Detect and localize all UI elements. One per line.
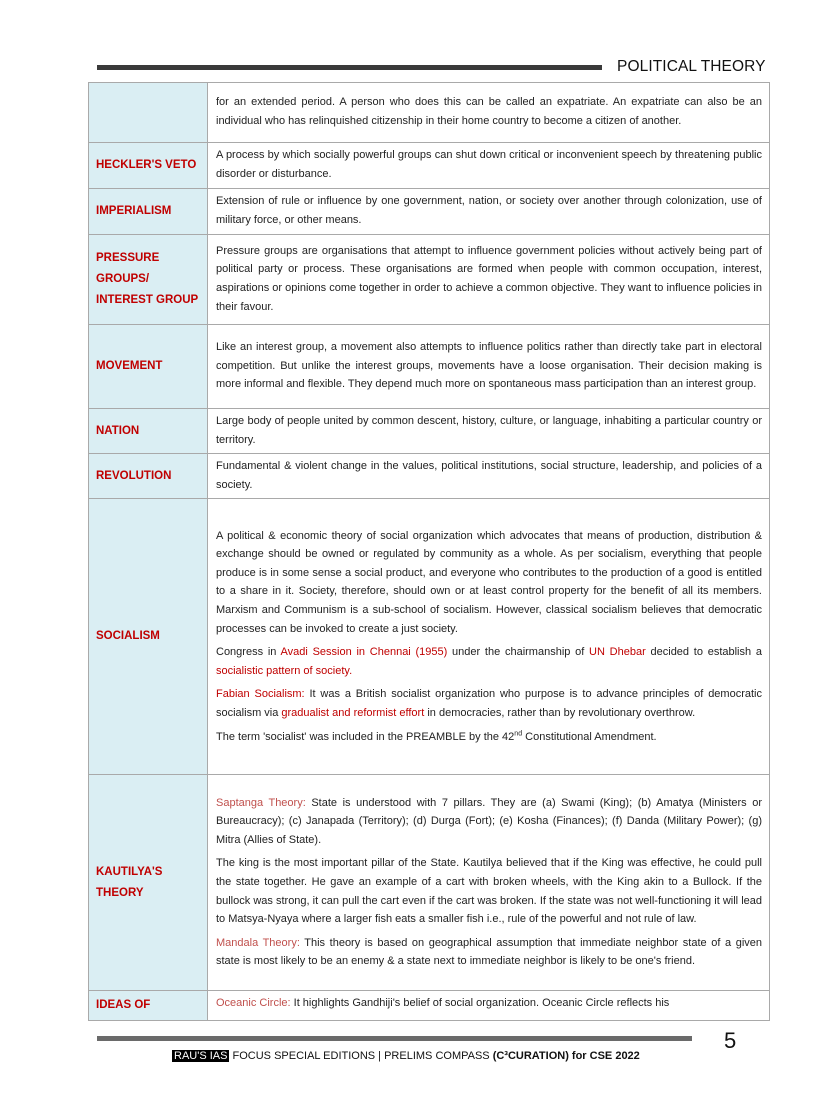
text-run: Pressure groups are organisations that attempt to influence government policies without actively being part of political party or process. These organisations are formed when people with common occupation, interest, aspirations or opinions come together in order to achieve a common objective. They want to influence policies in their favour.	[216, 244, 762, 313]
highlighted-text: socialistic pattern of society.	[216, 664, 353, 677]
definition-paragraph	[216, 728, 762, 747]
footer-brand: RAU'S IAS	[174, 1050, 228, 1062]
highlighted-text: gradualist and reformist effort	[281, 706, 425, 719]
text-run: A political & economic theory of social organization which advocates that means of production, distribution & exchange should be owned or regulated by community as a whole. As per socialism, everything that people produce is in some sense a social product, and everyone who contributes to the production of a good is entitled to a share in it. Society, therefore, should own or at least control property for the benefit of all its members. Marxism and Communism is a sub-school of socialism. However, classical socialism believes that democratic processes can be invoked to create a just society.	[216, 529, 762, 635]
text-run: Like an interest group, a movement also attempts to influence politics rather than directly take part in electoral competition. But unlike the interest groups, movements have a loose organisation. Their decision making is more informal and flexible. They depend much more on spontaneous mass participation than an interest group.	[216, 341, 762, 391]
text-run: A process by which socially powerful groups can shut down critical or inconvenient speech by threatening public disorder or disturbance.	[216, 149, 762, 180]
glossary-table	[88, 82, 770, 1021]
glossary-definition	[208, 991, 770, 1021]
text-run: Extension of rule or influence by one government, nation, or society over another through colonization, use of military force, or other means.	[216, 195, 762, 226]
definition-paragraph	[216, 192, 762, 229]
glossary-term: IDEAS OF	[89, 991, 208, 1021]
glossary-term: SOCIALISM	[89, 499, 208, 775]
glossary-term: KAUTILYA'S THEORY	[89, 775, 208, 991]
text-run: Congress in	[216, 646, 281, 659]
text-run: decided to establish a	[645, 646, 762, 659]
glossary-row	[89, 454, 770, 499]
highlighted-text: Saptanga Theory:	[216, 796, 306, 809]
glossary-row	[89, 189, 770, 235]
definition-paragraph	[216, 412, 762, 449]
page-number: 5	[724, 1028, 737, 1053]
text-run: This theory is based on geographical assumption that immediate neighbor state of a given state is most likely to be an enemy & a state next to immediate neighbor is likely to be one's friend.	[216, 936, 762, 968]
glossary-row	[89, 143, 770, 189]
text-run: Large body of people united by common descent, history, culture, or language, inhabiting a particular country or territory.	[216, 415, 762, 446]
glossary-definition	[208, 83, 770, 143]
glossary-row	[89, 83, 770, 143]
highlighted-text: Mandala Theory:	[216, 936, 300, 949]
glossary-definition	[208, 454, 770, 499]
definition-paragraph	[216, 685, 762, 722]
page-header-title: POLITICAL THEORY	[617, 58, 766, 75]
glossary-row	[89, 325, 770, 409]
definition-paragraph	[216, 794, 762, 850]
text-run: The king is the most important pillar of the State. Kautilya believed that if the King was effective, he could pull the state together. He gave an example of a cart with broken wheels, with the King akin to a Bullock. If the bullock was strong, it can pull the cart even if the cart was broken. If the state was not well-functioning it will lead to Matsya-Nyaya where a larger fish eats a smaller fish i.e., rule of the powerful and not rule of law.	[216, 857, 762, 926]
glossary-term	[89, 83, 208, 143]
text-run: Constitutional Amendment.	[522, 730, 657, 743]
glossary-definition	[208, 499, 770, 775]
footer-text	[172, 1050, 640, 1062]
highlighted-text: Fabian Socialism:	[216, 688, 305, 701]
definition-paragraph	[216, 994, 762, 1013]
definition-paragraph	[216, 854, 762, 928]
definition-paragraph	[216, 457, 762, 494]
definition-paragraph	[216, 338, 762, 394]
definition-paragraph	[216, 242, 762, 316]
glossary-row	[89, 775, 770, 991]
glossary-row	[89, 499, 770, 775]
highlighted-text: Avadi Session in Chennai (1955)	[280, 646, 448, 659]
glossary-definition	[208, 409, 770, 454]
definition-paragraph	[216, 527, 762, 639]
definition-paragraph	[216, 93, 762, 130]
text-run: The term 'socialist' was included in the PREAMBLE by the 42	[216, 730, 515, 743]
definition-paragraph	[216, 643, 762, 680]
glossary-term: IMPERIALISM	[89, 189, 208, 235]
footer-curation: (C³CURATION) for CSE 2022	[492, 1050, 640, 1062]
text-run: It highlights Gandhiji's belief of social organization. Oceanic Circle reflects his	[290, 997, 670, 1010]
definition-paragraph	[216, 934, 762, 971]
glossary-term: HECKLER'S VETO	[89, 143, 208, 189]
definition-paragraph	[216, 146, 762, 183]
glossary-definition	[208, 235, 770, 325]
text-run: It was a British socialist organization who purpose is to advance principles of democratic socialism via	[216, 688, 762, 719]
highlighted-text: Oceanic Circle:	[216, 997, 291, 1010]
glossary-definition	[208, 143, 770, 189]
footer-edition: FOCUS SPECIAL EDITIONS | PRELIMS COMPASS	[229, 1050, 493, 1062]
glossary-row	[89, 409, 770, 454]
glossary-definition	[208, 325, 770, 409]
glossary-term: PRESSURE GROUPS/ INTEREST GROUP	[89, 235, 208, 325]
text-run: for an extended period. A person who does this can be called an expatriate. An expatriate can also be an individual who has relinquished citizenship in their home country to become a citizen of another.	[216, 96, 762, 127]
text-run: Fundamental & violent change in the values, political institutions, social structure, leadership, and policies of a society.	[216, 460, 762, 491]
glossary-row	[89, 991, 770, 1021]
text-run: under the chairmanship of	[447, 646, 590, 659]
glossary-term: REVOLUTION	[89, 454, 208, 499]
glossary-term: MOVEMENT	[89, 325, 208, 409]
glossary-term: NATION	[89, 409, 208, 454]
header-rule	[97, 65, 602, 70]
text-run: State is understood with 7 pillars. They are (a) Swami (King); (b) Amatya (Ministers or Bureaucracy); (c) Janapada (Territory); (d) Durga (Fort); (e) Kosha (Finances); (f) Danda (Military Power); (g) Mitra (Allies of State).	[216, 796, 762, 846]
glossary-definition	[208, 775, 770, 991]
text-run: in democracies, rather than by revolutionary overthrow.	[424, 706, 696, 719]
glossary-row	[89, 235, 770, 325]
highlighted-text: UN Dhebar	[589, 646, 646, 659]
glossary-definition	[208, 189, 770, 235]
footer-rule	[97, 1036, 692, 1041]
text-run: nd	[514, 729, 523, 737]
